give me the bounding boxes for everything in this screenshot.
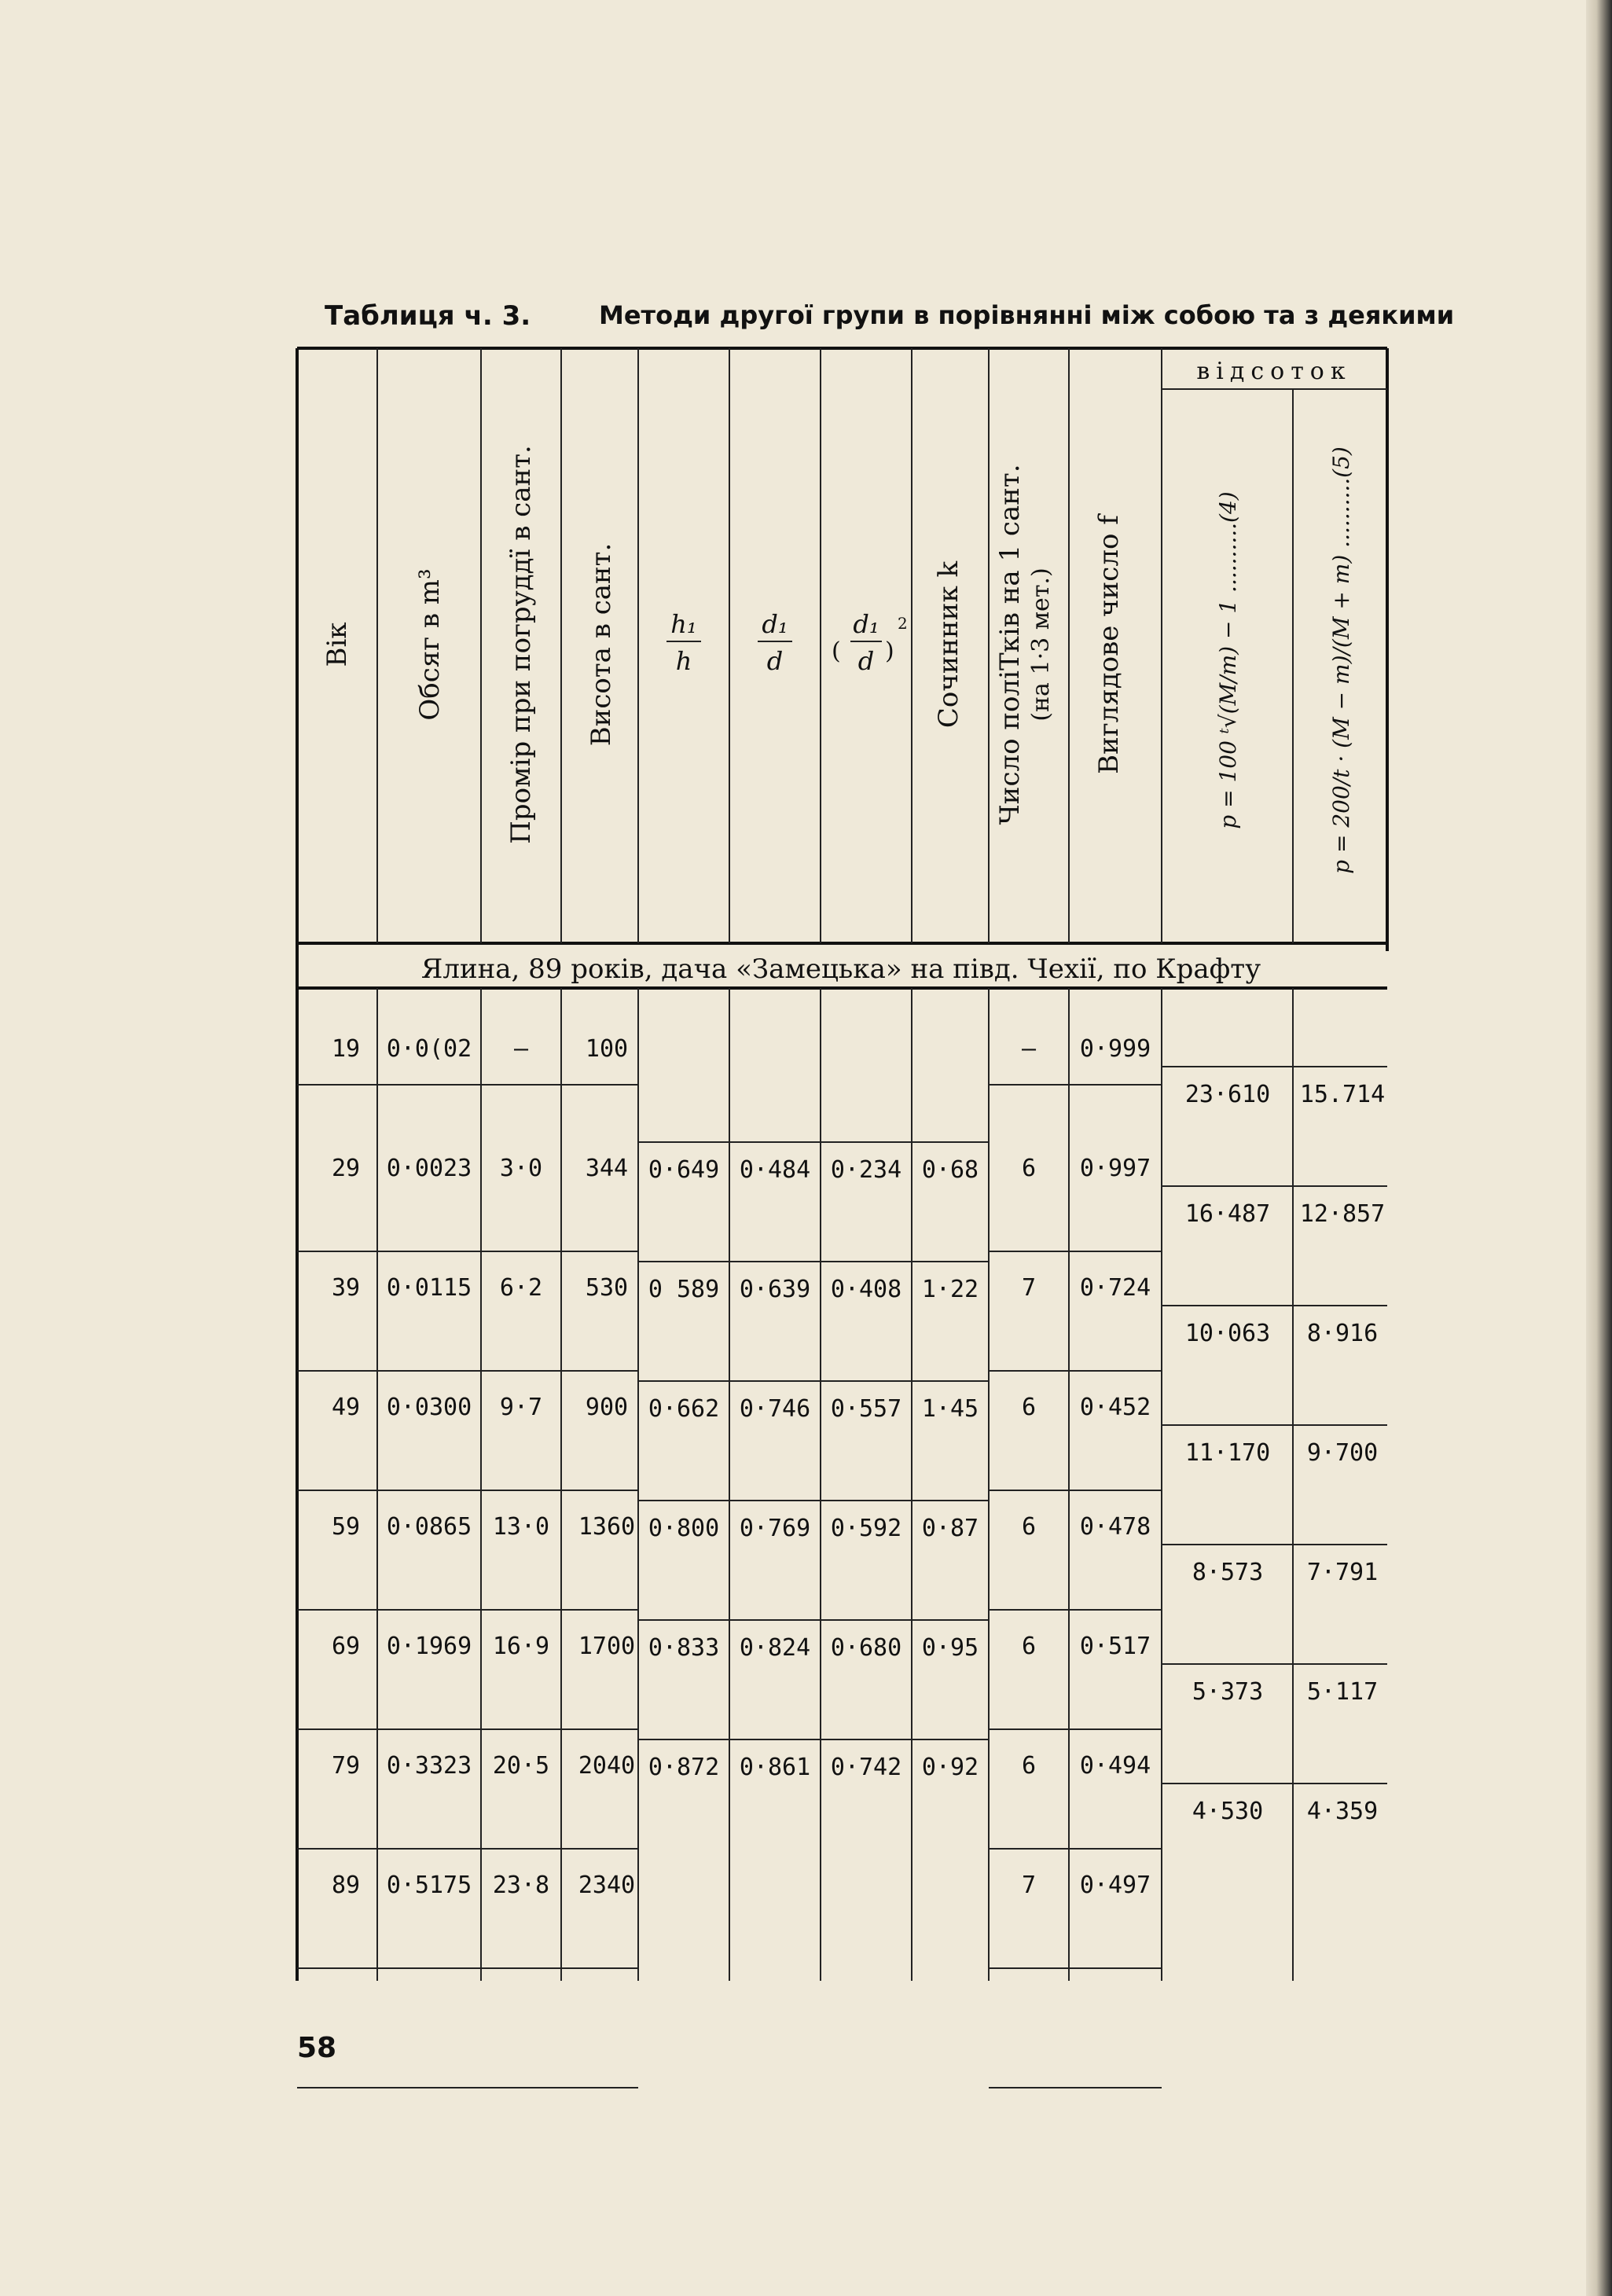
header-form-number: Виглядове число f: [1093, 515, 1125, 774]
cell-d-ratio: 0·484: [739, 1156, 811, 1184]
table-subtitle: Ялина, 89 років, дача «Замецька» на півд. Чехії, по Крафту: [420, 953, 1261, 985]
cell-volume: 0·0865: [386, 1513, 472, 1541]
cell-percent-formula-4: 16·487: [1184, 1200, 1271, 1228]
header-rings-line2: (на 1·3 мет.): [1027, 568, 1055, 722]
cell-percent-formula-5: 4·359: [1306, 1798, 1379, 1825]
cell-height: 1700: [578, 1633, 636, 1660]
cell-height: 1360: [578, 1513, 636, 1541]
cell-d-ratio-squared: 0·234: [830, 1156, 902, 1184]
header-d-ratio: [758, 609, 792, 676]
cell-height: 100: [585, 1035, 629, 1063]
cell-rings: 6: [1021, 1752, 1037, 1780]
cell-rings: 6: [1021, 1633, 1037, 1660]
header-formula-5: p = 200/t · (M − m)/(M + m) ..........(5): [1328, 446, 1354, 874]
cell-d-ratio-squared: 0·742: [830, 1754, 902, 1781]
cell-rings: 6: [1021, 1394, 1037, 1421]
cell-percent-formula-4: 8·573: [1192, 1559, 1264, 1586]
header-diameter: Промір при погруддї в сант.: [505, 445, 537, 844]
cell-form-number: 0·497: [1079, 1872, 1151, 1899]
cell-volume: 0·0(02: [386, 1035, 472, 1063]
cell-d-ratio: 0·746: [739, 1395, 811, 1423]
cell-coefficient: 1·22: [921, 1276, 979, 1303]
cell-age: 79: [331, 1752, 361, 1780]
cell-d-ratio: 0·861: [739, 1754, 811, 1781]
cell-diameter: —: [513, 1035, 529, 1063]
cell-diameter: 3·0: [499, 1155, 543, 1182]
header-height: Висота в сант.: [586, 542, 617, 747]
cell-rings: 6: [1021, 1155, 1037, 1182]
cell-coefficient: 0·95: [921, 1634, 979, 1662]
cell-age: 49: [331, 1394, 361, 1421]
cell-age: 89: [331, 1872, 361, 1899]
cell-percent-formula-4: 11·170: [1184, 1439, 1271, 1467]
table-caption-title: Методи другої групи в порівнянні між собою та з деякими: [599, 300, 1455, 330]
cell-percent-formula-5: 12·857: [1299, 1200, 1386, 1228]
cell-height: 2340: [578, 1872, 636, 1899]
cell-coefficient: 1·45: [921, 1395, 979, 1423]
cell-d-ratio-squared: 0·592: [830, 1515, 902, 1542]
table-body-cells: [332, 1035, 1385, 1899]
cell-d-ratio-squared: 0·557: [830, 1395, 902, 1423]
cell-form-number: 0·478: [1079, 1513, 1151, 1541]
cell-percent-formula-4: 5·373: [1192, 1678, 1264, 1706]
cell-form-number: 0·997: [1079, 1155, 1151, 1182]
cell-volume: 0·3323: [386, 1752, 472, 1780]
h-ratio-denominator: h: [675, 646, 692, 676]
cell-form-number: 0·517: [1079, 1633, 1151, 1660]
header-coefficient: Сочинник k: [933, 560, 964, 729]
cell-age: 39: [331, 1274, 361, 1302]
table-caption-number: Таблиця ч. 3.: [325, 300, 531, 332]
d-sq-denominator: d: [857, 646, 875, 676]
cell-age: 29: [331, 1155, 361, 1182]
cell-volume: 0·0300: [386, 1394, 472, 1421]
header-formula-4: p = 100 ᵗ√(M/m) − 1 ..........(4): [1215, 491, 1241, 829]
cell-percent-formula-5: 9·700: [1306, 1439, 1379, 1467]
cell-d-ratio: 0·769: [739, 1515, 811, 1542]
cell-h-ratio: 0·649: [648, 1156, 720, 1184]
cell-percent-formula-5: 5·117: [1306, 1678, 1379, 1706]
cell-h-ratio: 0·833: [648, 1634, 720, 1662]
cell-volume: 0·0023: [386, 1155, 472, 1182]
open-paren-glyph: (: [832, 637, 841, 665]
cell-volume: 0·0115: [386, 1274, 472, 1302]
cell-age: 19: [331, 1035, 361, 1063]
header-percent-group: відсоток: [1196, 358, 1352, 385]
cell-percent-formula-4: 4·530: [1192, 1798, 1264, 1825]
d-ratio-numerator: d₁: [762, 609, 788, 639]
cell-coefficient: 0·87: [921, 1515, 979, 1542]
d-ratio-denominator: d: [766, 646, 784, 676]
cell-diameter: 20·5: [492, 1752, 550, 1780]
cell-diameter: 9·7: [499, 1394, 543, 1421]
header-h-ratio: [666, 609, 701, 676]
close-paren-glyph: ): [885, 637, 894, 665]
cell-diameter: 6·2: [499, 1274, 543, 1302]
cell-form-number: 0·999: [1079, 1035, 1151, 1063]
cell-volume: 0·5175: [386, 1872, 472, 1899]
cell-height: 2040: [578, 1752, 636, 1780]
cell-h-ratio: 0·662: [648, 1395, 720, 1423]
cell-age: 59: [331, 1513, 361, 1541]
h-ratio-numerator: h₁: [670, 609, 697, 639]
square-exponent-glyph: 2: [898, 614, 908, 633]
cell-form-number: 0·494: [1079, 1752, 1151, 1780]
cell-h-ratio: 0 589: [648, 1276, 720, 1303]
cell-height: 900: [585, 1394, 629, 1421]
d-sq-numerator: d₁: [853, 609, 879, 639]
cell-percent-formula-5: 15.714: [1299, 1081, 1386, 1108]
cell-rings: —: [1021, 1035, 1037, 1063]
cell-h-ratio: 0·800: [648, 1515, 720, 1542]
cell-form-number: 0·724: [1079, 1274, 1151, 1302]
cell-diameter: 16·9: [492, 1633, 550, 1660]
cell-height: 530: [585, 1274, 629, 1302]
header-rings-line1: Число поліТків на 1 сант.: [994, 464, 1026, 825]
cell-form-number: 0·452: [1079, 1394, 1151, 1421]
cell-volume: 0·1969: [386, 1633, 472, 1660]
header-d-ratio-squared: [832, 609, 908, 676]
cell-percent-formula-5: 8·916: [1306, 1320, 1379, 1347]
cell-height: 344: [585, 1155, 629, 1182]
cell-percent-formula-4: 23·610: [1184, 1081, 1271, 1108]
cell-age: 69: [331, 1633, 361, 1660]
cell-h-ratio: 0·872: [648, 1754, 720, 1781]
cell-diameter: 23·8: [492, 1872, 550, 1899]
cell-rings: 6: [1021, 1513, 1037, 1541]
cell-percent-formula-5: 7·791: [1306, 1559, 1379, 1586]
cell-rings: 7: [1021, 1274, 1037, 1302]
page-number: 58: [297, 2032, 337, 2064]
header-volume: Обсяг в m³: [414, 568, 446, 721]
cell-d-ratio-squared: 0·680: [830, 1634, 902, 1662]
cell-percent-formula-4: 10·063: [1184, 1320, 1271, 1347]
cell-coefficient: 0·68: [921, 1156, 979, 1184]
header-age: Вік: [321, 622, 353, 667]
cell-d-ratio-squared: 0·408: [830, 1276, 902, 1303]
cell-coefficient: 0·92: [921, 1754, 979, 1781]
cell-diameter: 13·0: [492, 1513, 550, 1541]
cell-d-ratio: 0·824: [739, 1634, 811, 1662]
cell-d-ratio: 0·639: [739, 1276, 811, 1303]
cell-rings: 7: [1021, 1872, 1037, 1899]
